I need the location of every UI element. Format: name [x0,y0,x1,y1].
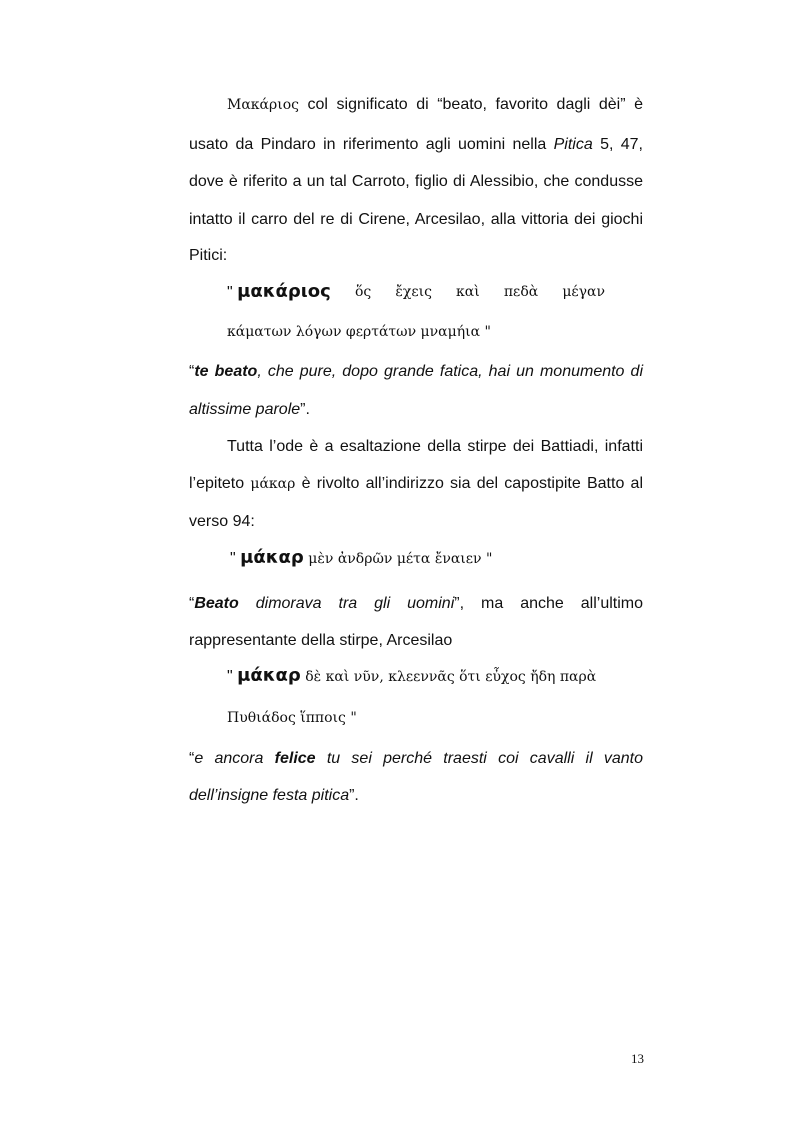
greek-word: ὅς [354,284,372,300]
quote-3-line-2: Πυθιάδος ἵπποις " [227,710,357,726]
italic-span: e ancora [194,750,275,767]
emphasis: felice [274,750,316,767]
paragraph-2-line-2 [189,474,643,494]
paragraph-1-line-4: intatto il carro del re di Cirene, Arcesilao, alla vittoria dei giochi [189,211,643,228]
text-span: l’epiteto [189,475,251,492]
italic-span: , che pure, dopo grande fatica, hai un monumento di [257,363,643,380]
paragraph-1-line-2 [189,135,643,155]
text-span: 5, 47, [592,136,643,153]
translation-1-line-1 [189,362,643,382]
pitica-title: Pitica [553,136,593,153]
text-span: usato da Pindaro in riferimento agli uomini nella [189,136,554,153]
translation-3-line-2 [189,786,643,806]
quote-3-line-1 [227,666,681,687]
text-span: col significato di “beato, favorito dagli dèi” è [298,96,643,113]
text-span: ”, ma anche all’ultimo [454,595,643,612]
emphasis: Beato [194,595,239,612]
open-quote: " [230,550,236,567]
greek-makar: μάκαρ [240,547,304,568]
greek-makar: μάκαρ [250,476,296,492]
quote-1-words [227,282,605,303]
paragraph-1-line-1 [189,95,643,115]
greek-text: μὲν ἀνδρῶν μέτα ἔναιεν " [303,551,493,567]
paragraph-1-line-3: dove è riferito a un tal Carroto, figlio di Alessibio, che condusse [189,173,643,190]
greek-text: δὲ καὶ νῦν, κλεεννᾶς ὅτι εὖχος ἤδη παρὰ [300,669,597,685]
close-quote: ”. [349,787,359,804]
greek-word: καὶ [456,284,480,300]
emphasis: te beato [194,363,258,380]
greek-makarios: Μακάριος [227,97,299,113]
open-quote: “ [189,363,195,380]
open-quote: “ [189,595,195,612]
quote-1-line-1 [227,282,605,303]
quote-1-lead [227,282,331,303]
translation-2-line-1 [189,594,643,614]
quote-2-line [230,548,684,569]
italic-span: tu sei perché traesti coi cavalli il vanto [315,750,644,767]
text-span: è rivolto all’indirizzo sia del capostipite Batto al [295,475,644,492]
italic-span: altissime parole [189,401,301,418]
greek-word: μέγαν [562,284,605,300]
page-number: 13 [631,1051,644,1066]
greek-word: πεδὰ [503,284,539,300]
translation-1-line-2 [189,400,643,420]
paragraph-1-line-5: Pitici: [189,247,228,264]
greek-word: μακάριος [237,281,331,302]
open-quote: " [227,668,233,685]
paragraph-2-line-1: Tutta l’ode è a esaltazione della stirpe dei Battiadi, infatti [227,438,643,455]
greek-word: ἔχεις [395,284,432,300]
italic-span: dimorava tra gli uomini [238,595,455,612]
open-quote: “ [189,750,195,767]
translation-2-line-2: rappresentante della stirpe, Arcesilao [189,632,453,649]
quote-1-line-2: κάματων λόγων φερτάτων μναμήια " [227,324,491,340]
greek-makar: μάκαρ [237,665,301,686]
open-quote: " [227,284,233,301]
italic-span: dell’insigne festa pitica [189,787,350,804]
paragraph-2-line-3: verso 94: [189,513,255,530]
translation-3-line-1 [189,749,643,769]
close-quote: ”. [300,401,310,418]
